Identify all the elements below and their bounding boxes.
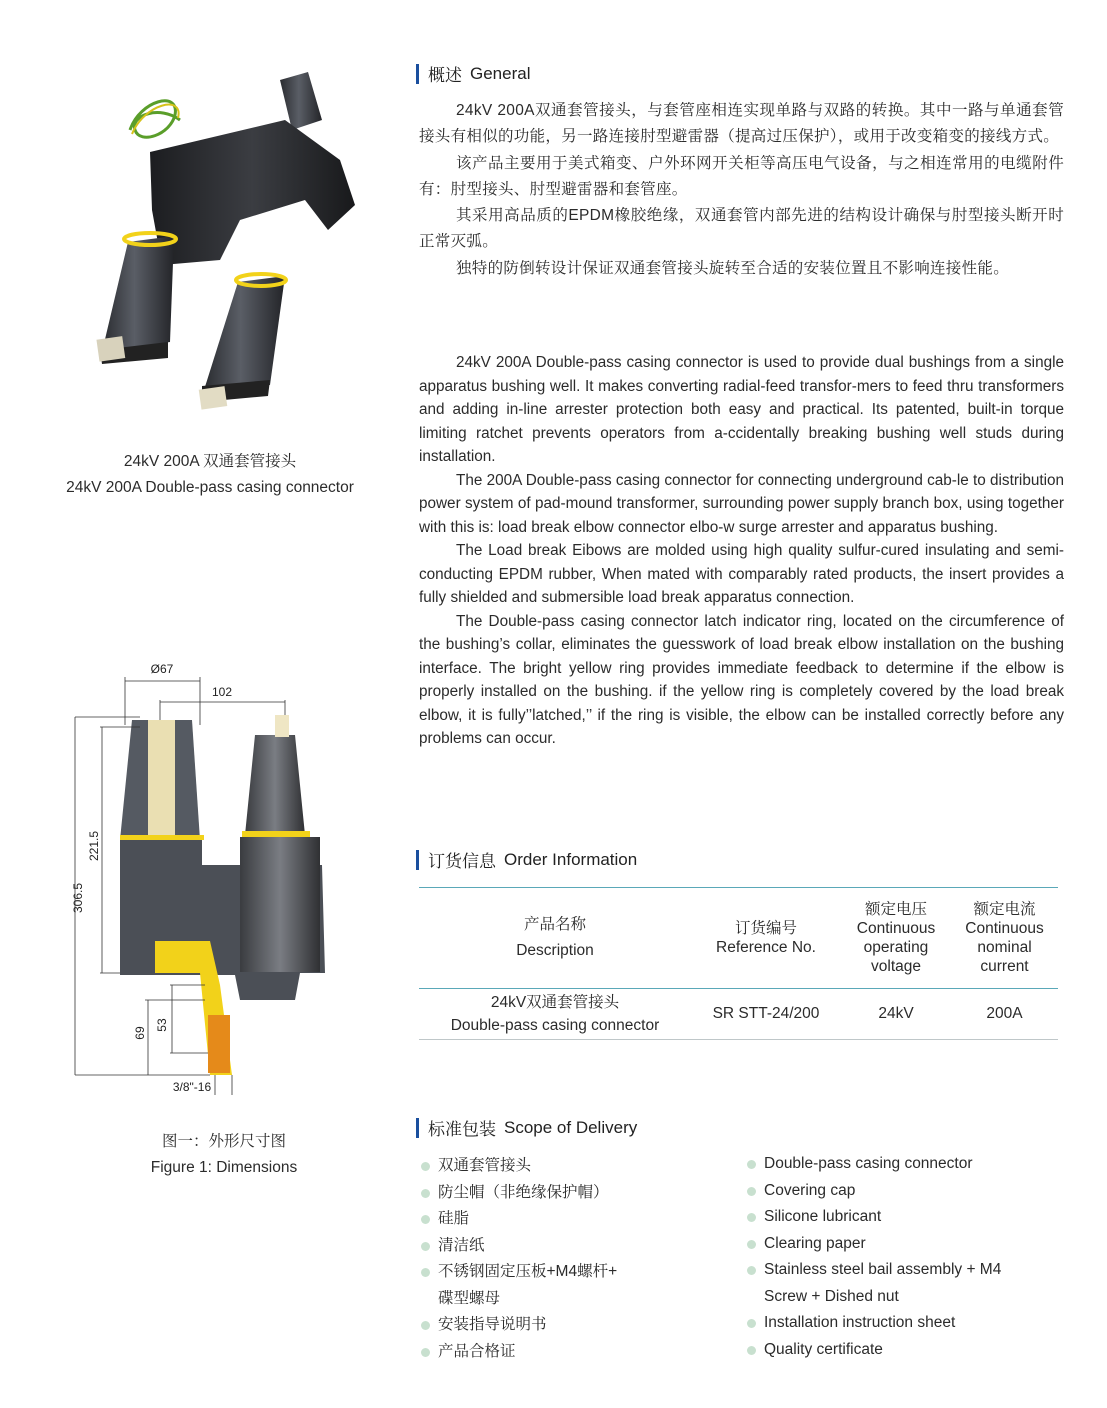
order-heading-zh: 订货信息 bbox=[428, 852, 496, 871]
list-item: Covering cap bbox=[745, 1178, 1075, 1205]
general-zh-paragraph: 其采用高品质的EPDM橡胶绝缘，双通套管内部先进的结构设计确保与肘型接头断开时正常灭弧。 bbox=[419, 207, 1064, 251]
general-en-paragraph: The 200A Double-pass casing connector for connecting underground cab-le to distribution power system of pad-mound transformer, surrounding power supply branch box, using together with this is: load break elbow connector elbo-w surge arrester and apparatus bushing. bbox=[419, 471, 1065, 536]
header-line: 额定电流 bbox=[973, 901, 1036, 918]
list-item: Installation instruction sheet bbox=[745, 1310, 1075, 1337]
general-zh-text bbox=[419, 98, 1064, 282]
dim-thread: 3/8"-16 bbox=[172, 1080, 212, 1094]
general-en-paragraph: 24kV 200A Double-pass casing connector is used to provide dual bushings from a single apparatus bushing well. It makes converting radial-feed transfor-mers to feed thru transformers and adding in-line arrester protection both easy and practical. Its patented, built-in torque limiting ratchet prevents operators from a-ccidentally breaking bushing well studs during installation. bbox=[419, 354, 1064, 465]
general-zh-paragraph: 该产品主要用于美式箱变、户外环网开关柜等高压电气设备，与之相连常用的电缆附件有：肘型接头、肘型避雷器和套管座。 bbox=[419, 154, 1064, 198]
cell-description bbox=[419, 989, 691, 1040]
header-line: 订货编号 bbox=[734, 920, 797, 937]
dimension-drawing bbox=[60, 655, 340, 1095]
general-en-paragraph: The Load break Eibows are molded using high quality sulfur-cured insulating and semi-conducting EPDM rubber, When mated with comparably rated products, the insert provides a fully shielded and submersible load break apparatus connection. bbox=[419, 542, 1064, 606]
list-item: Clearing paper bbox=[745, 1231, 1075, 1258]
general-zh-paragraph: 24kV 200A双通套管接头，与套管座相连实现单路与双路的转换。其中一路与单通套管接头有相似的功能，另一路连接肘型避雷器（提高过压保护），或用于改变箱变的接线方式。 bbox=[419, 102, 1064, 146]
cell-reference: SR STT-24/200 bbox=[712, 1005, 820, 1022]
general-heading-zh: 概述 bbox=[428, 66, 462, 85]
header-line: voltage bbox=[871, 958, 921, 975]
dim-d53: 53 bbox=[155, 1018, 169, 1032]
list-item: 不锈钢固定压板+M4螺杆+ bbox=[419, 1259, 719, 1286]
list-item: Silicone lubricant bbox=[745, 1204, 1075, 1231]
header-line: Continuous bbox=[965, 920, 1044, 937]
list-item: 硅脂 bbox=[419, 1206, 719, 1233]
cell-voltage: 24kV bbox=[878, 1005, 914, 1022]
product-caption-en: 24kV 200A Double-pass casing connector bbox=[66, 479, 354, 496]
header-line: 额定电压 bbox=[864, 901, 927, 918]
delivery-heading-en: Scope of Delivery bbox=[504, 1117, 638, 1137]
delivery-list-zh bbox=[419, 1153, 719, 1365]
list-item-continuation: Screw + Dished nut bbox=[764, 1287, 899, 1305]
col-current bbox=[951, 888, 1058, 989]
order-heading-en: Order Information bbox=[504, 849, 638, 869]
heading-accent-bar bbox=[416, 1118, 419, 1138]
general-heading-en: General bbox=[470, 63, 531, 83]
delivery-heading-zh: 标准包装 bbox=[428, 1120, 496, 1139]
header-line: nominal bbox=[977, 939, 1032, 956]
list-item: 安装指导说明书 bbox=[419, 1312, 719, 1339]
figure-caption-en: Figure 1: Dimensions bbox=[150, 1159, 298, 1176]
header-line: current bbox=[980, 958, 1029, 975]
list-item: 防尘帽（非绝缘保护帽） bbox=[419, 1180, 719, 1207]
header-line: 产品名称 bbox=[523, 916, 586, 933]
cell-current: 200A bbox=[986, 1005, 1023, 1022]
cell-line: 24kV双通套管接头 bbox=[490, 994, 620, 1011]
figure-caption bbox=[74, 1129, 374, 1181]
col-voltage bbox=[841, 888, 951, 989]
general-en-text bbox=[419, 351, 1064, 751]
general-zh-paragraph: 独特的防倒转设计保证双通套管接头旋转至合适的安装位置且不影响连接性能。 bbox=[456, 259, 1010, 277]
order-table bbox=[419, 887, 1058, 1040]
header-line: Continuous bbox=[856, 920, 936, 937]
col-reference bbox=[691, 888, 841, 989]
figure-caption-zh: 图一：外形尺寸图 bbox=[161, 1133, 286, 1150]
list-item: Double-pass casing connector bbox=[745, 1151, 1075, 1178]
dim-d67: Ø67 bbox=[150, 662, 174, 676]
cell-line: Double-pass casing connector bbox=[450, 1017, 660, 1034]
dim-d306: 306.5 bbox=[71, 882, 85, 914]
header-line: operating bbox=[863, 939, 929, 956]
heading-accent-bar bbox=[416, 64, 419, 84]
dim-d221: 221.5 bbox=[87, 830, 101, 862]
product-photo bbox=[80, 60, 380, 430]
table-row bbox=[419, 989, 1058, 1040]
list-item-continuation: 碟型螺母 bbox=[438, 1289, 501, 1307]
order-heading bbox=[416, 847, 637, 872]
list-item: Quality certificate bbox=[745, 1337, 1075, 1364]
dim-d69: 69 bbox=[133, 1026, 147, 1040]
product-caption bbox=[30, 449, 390, 501]
list-item: 双通套管接头 bbox=[419, 1153, 719, 1180]
list-item: 清洁纸 bbox=[419, 1233, 719, 1260]
delivery-list-en bbox=[745, 1151, 1075, 1363]
header-line: Description bbox=[516, 942, 594, 959]
general-heading bbox=[416, 61, 530, 86]
delivery-heading bbox=[416, 1115, 637, 1140]
header-line: Reference No. bbox=[716, 939, 816, 956]
product-caption-zh: 24kV 200A 双通套管接头 bbox=[123, 453, 297, 470]
list-item: Stainless steel bail assembly + M4 bbox=[745, 1257, 1075, 1284]
dim-d102: 102 bbox=[211, 685, 233, 699]
heading-accent-bar bbox=[416, 850, 419, 870]
table-header-row bbox=[419, 888, 1058, 989]
general-en-paragraph: The Double-pass casing connector latch indicator ring, located on the circumference of the bushing’s collar, eliminates the guesswork of load break elbow installation on the bushing interface. The bright yellow ring provides immediate feedback to determine if the elbow is properly installed on the bushing. if the yellow ring is completely covered by the load break elbow, it is fully’’latched,’’ if the ring is visible, the elbow can be installed correctly before any problems can occur. bbox=[419, 612, 1064, 747]
col-description bbox=[419, 888, 691, 989]
list-item: 产品合格证 bbox=[419, 1339, 719, 1366]
